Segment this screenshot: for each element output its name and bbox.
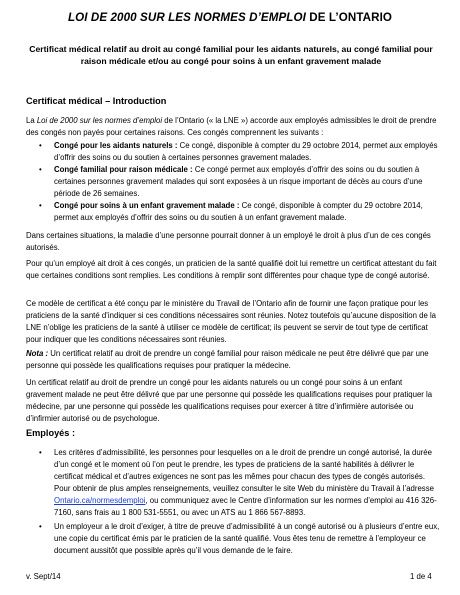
note-paragraph <box>26 348 440 372</box>
list-item <box>26 447 440 519</box>
document-subtitle: Certificat médical relatif au droit au congé familial pour les aidants naturels, au congé familial pour raison médicale et/ou au congé pour soins à un enfant gravement malade <box>29 44 433 66</box>
note-text: Un certificat relatif au droit de prendre un congé familial pour raison médicale ne peut être délivré que par une personne qui possède les qualifications requises pour pratiquer la médecine. <box>26 349 429 370</box>
page-number: 1 de 4 <box>410 572 432 581</box>
paragraph-multiple-leaves: Dans certaines situations, la maladie d’une personne pourrait donner à un employé le droit à plus d’un de ces congés autorisés. <box>26 231 431 252</box>
leave-type-description: Ce congé, disponible à compter du 29 octobre 2014, permet aux employés d’offrir des soins ou du soutien à certaines personnes gravement malades. <box>54 141 438 162</box>
leave-type-description: Ce congé permet aux employés d’offrir des soins ou du soutien à certaines personnes gravement malades qui sont exposées à un risque important de décès au cours d’une période de 26 semaines. <box>54 165 423 198</box>
note-label: Nota : <box>26 349 49 358</box>
list-item <box>26 200 440 224</box>
intro-italic: Loi de 2000 sur les normes d’emploi <box>36 116 163 125</box>
list-item <box>26 521 440 557</box>
paragraph-certificate-model: Ce modèle de certificat a été conçu par le ministère du Travail de l’Ontario afin de fournir une façon pratique pour les praticiens de la santé d’indiquer si ces conditions nécessaires sont réunies. Notez toutefois qu’aucune disposition de la LNE n’oblige les praticiens de la santé à utiliser ce modèle de certificat; ils peuvent se servir de tout type de certificat pour indiquer que les conditions nécessaires sont réunies. <box>26 299 437 344</box>
contact-info-text: , ou communiquez avec le Centre d’information sur les normes d’emploi au 416 326-7160, sans frais au 1 800 531-5551, ou avec un ATS au 1 866 567-8893. <box>54 496 437 517</box>
leave-type-description: Ce congé, disponible à compter du 29 octobre 2014, permet aux employés d’offrir des soins ou du soutien à un enfant gravement malade. <box>54 201 423 222</box>
bullet-icon: • <box>39 201 42 210</box>
paragraph-certificate-requirement: Pour qu’un employé ait droit à ces congés, un praticien de la santé qualifié doit lui remettre un certificat attestant du fait que certaines conditions sont remplies. Les conditions à remplir sont différentes pour chaque type de congé autorisé. <box>26 259 437 280</box>
leave-type-name: Congé pour soins à un enfant gravement malade : <box>54 201 240 210</box>
paragraph-qualified-practitioners: Un certificat relatif au droit de prendre un congé pour les aidants naturels ou un congé pour soins à un enfant gravement malade ne peut être délivré que par une personne qui possède les qualifications requises pour pratiquer la médecine, par une personne qui possède les qualifications requises pour exercer à titre d’infirmière autorisée ou d’infirmier autorisé ou de psychologue. <box>26 378 433 423</box>
bullet-icon: • <box>39 448 42 457</box>
employer-request-text: Un employeur a le droit d’exiger, à titre de preuve d’admissibilité à un congé autorisé ou à plusieurs d’entre eux, une copie du certificat émis par le praticien de la santé qualifié. Vous êtes tenu de remettre à l’employeur ce document aussitôt que possible après qu’il vous demande de le faire. <box>54 522 440 555</box>
intro-paragraph <box>26 115 440 139</box>
title-rest: DE L’ONTARIO <box>305 11 393 24</box>
section-heading-introduction: Certificat médical – Introduction <box>26 96 167 106</box>
list-item <box>26 164 440 200</box>
bullet-icon: • <box>39 141 42 150</box>
ministry-website-link[interactable]: Ontario.ca/normesdemploi <box>54 496 146 505</box>
intro-post: de l’Ontario (« la LNE ») accorde aux employés admissibles le droit de prendre des congés non payés pour certaines raisons. Ces congés comprennent les suivants : <box>26 116 437 137</box>
bullet-icon: • <box>39 522 42 531</box>
leave-type-name: Congé pour les aidants naturels : <box>54 141 178 150</box>
footer-version: v. Sept/14 <box>26 572 61 581</box>
document-title <box>0 11 460 24</box>
list-item <box>26 140 440 164</box>
section-heading-employees: Employés : <box>26 428 76 438</box>
leave-types-list <box>26 140 440 224</box>
title-italic: LOI DE 2000 SUR LES NORMES D’EMPLOI <box>67 11 306 24</box>
leave-type-name: Congé familial pour raison médicale : <box>54 165 193 174</box>
eligibility-text: Les critères d’admissibilité, les personnes pour lesquelles on a le droit de prendre un congé autorisé, la durée d’un congé et le moment où l’on peut le prendre, les types de praticiens de la santé habilités à délivrer le certificat médical et d’autres exigences ne sont pas les mêmes pour chacun des types de congés autorisés. Pour obtenir de plus amples renseignements, veuillez consulter le site Web du ministère du Travail à l’adresse <box>54 448 434 493</box>
intro-pre: La <box>26 116 37 125</box>
bullet-icon: • <box>39 165 42 174</box>
employees-list <box>26 447 440 557</box>
